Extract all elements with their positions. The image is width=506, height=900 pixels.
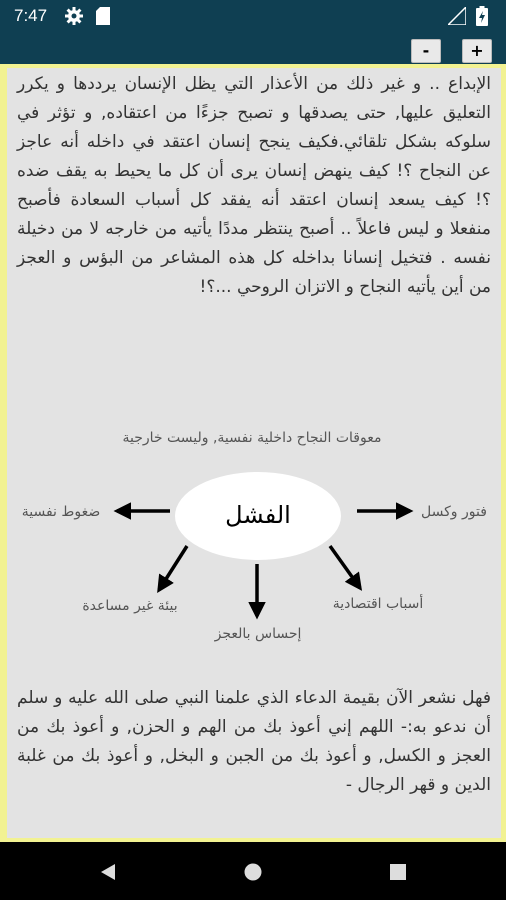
arrow-down-left [159,546,187,590]
back-icon[interactable] [98,862,118,886]
sd-card-icon [96,7,110,29]
zoom-out-button[interactable]: - [411,39,441,63]
failure-diagram [7,420,501,660]
center-label: الفشل [225,501,291,529]
home-icon[interactable] [243,862,263,886]
label-helplessness: إحساس بالعجز [214,626,302,642]
status-bar [0,0,506,34]
arrow-down-right [330,546,360,588]
battery-icon [476,6,488,30]
diagram-title: معوقات النجاح داخلية نفسية, وليست خارجية [122,430,382,446]
label-environment: بيئة غير مساعدة [82,598,178,614]
label-economic: أسباب اقتصادية [332,596,424,612]
zoom-toolbar [0,34,506,64]
page-area [7,68,501,838]
paragraph-1: الإبداع .. و غير ذلك من الأعذار التي يظل الإنسان يرددها و يكرر التعليق عليها, حتى يصدقها و تصبح جزءًا من اعتقاده, و تؤثر في سلوكه بشكل تلقائي.فكيف ينجح إنسان اعتقد في داخله أنه عاجز عن النجاح ؟! كيف ينهض إنسان يرى أن كل ما يحيط به يقف ضده ؟! كيف يسعد إنسان اعتقد أنه يفقد كل أسباب السعادة فأصبح منفعلا و ليس فاعلاً .. أصبح ينتظر مددًا يأتيه من خارجه لا من دخيلة نفسه . فتخيل إنسانا بداخله كل هذه المشاعر من البؤس و العجز من أين يأتيه النجاح و الاتزان الروحي ...؟! [17,74,491,297]
recents-icon[interactable] [388,862,408,886]
navigation-bar [0,842,506,900]
settings-gear-icon [64,6,84,30]
reader-content[interactable] [0,64,506,842]
paragraph-2: فهل نشعر الآن بقيمة الدعاء الذي علمنا النبي صلى الله عليه و سلم أن ندعو به:- اللهم إني أعوذ بك من الهم و الحزن, و أعوذ بك من العجز و الكسل, و أعوذ بك من الجبن و البخل, و أعوذ بك من غلبة الدين و قهر الرجال - [17,688,491,795]
label-lethargy: فتور وكسل [421,504,487,520]
signal-icon [448,7,466,29]
status-time: 7:47 [14,6,48,25]
label-pressure: ضغوط نفسية [21,504,101,520]
zoom-in-button[interactable]: + [462,39,492,63]
